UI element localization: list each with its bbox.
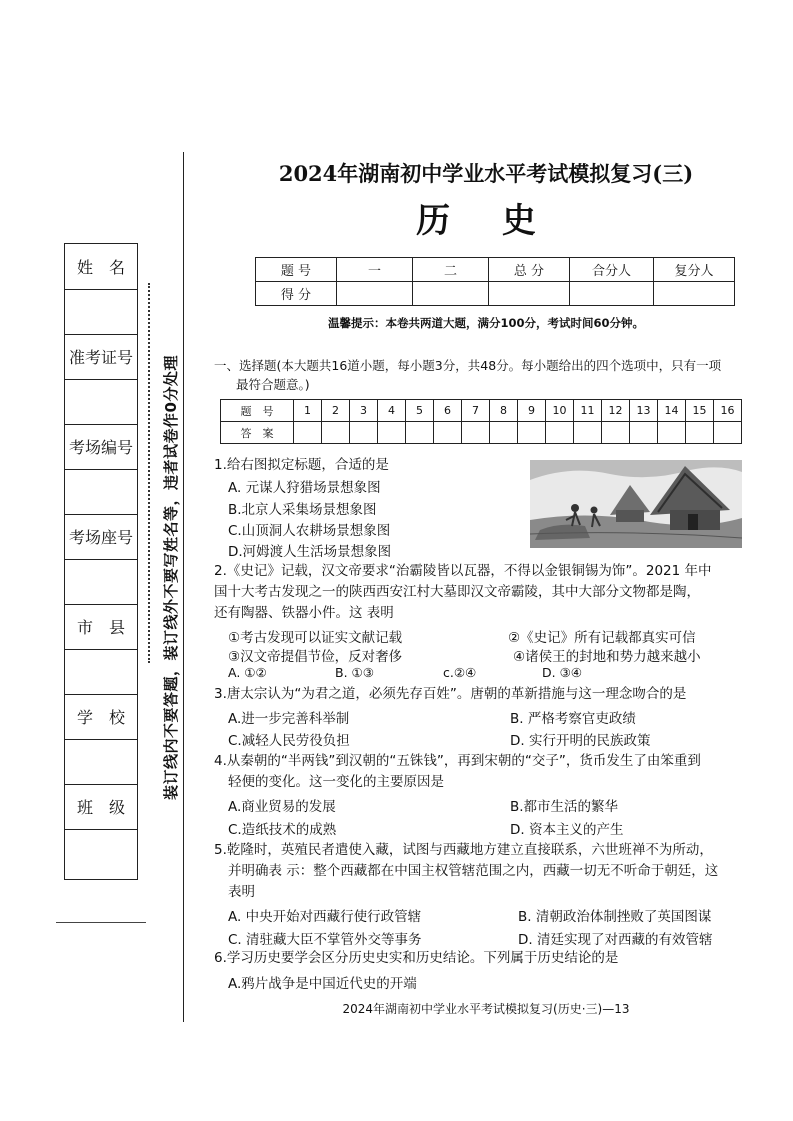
question-2-statement-1: ①考古发现可以证实文献记载 <box>228 630 403 646</box>
question-number: 10 <box>546 400 574 422</box>
question-3-option-b[interactable]: B. 严格考察官吏政绩 <box>510 711 636 727</box>
question-number: 16 <box>714 400 742 422</box>
question-1-option-c[interactable]: C.山顶洞人农耕场景想象图 <box>228 523 391 539</box>
school-field[interactable] <box>65 739 137 785</box>
question-2-option-d[interactable]: D. ③④ <box>542 665 582 680</box>
score-header-cell: 复分人 <box>654 258 735 282</box>
score-header-cell: 二 <box>413 258 489 282</box>
question-6-option-a[interactable]: A.鸦片战争是中国近代史的开端 <box>228 976 417 992</box>
question-number: 1 <box>294 400 322 422</box>
question-2-statement-3: ③汉文帝提倡节俭，反对奢侈 <box>228 649 403 665</box>
question-4-option-a[interactable]: A.商业贸易的发展 <box>228 799 336 815</box>
answer-cell[interactable] <box>406 422 434 444</box>
question-1-option-a[interactable]: A. 元谋人狩猎场景想象图 <box>228 480 381 496</box>
answer-cell[interactable] <box>686 422 714 444</box>
score-header-cell: 一 <box>337 258 413 282</box>
city-county-label: 市 县 <box>65 604 137 650</box>
seal-line-notice: 装订线内不要答题，装订线外不要写姓名等，违者试卷作0分处理 <box>162 355 180 800</box>
question-1-stem: 1.给右图拟定标题，合适的是 <box>214 457 389 473</box>
question-5-option-d[interactable]: D. 清廷实现了对西藏的有效管辖 <box>518 932 713 948</box>
page-footer: 2024年湖南初中学业水平考试模拟复习(历史·三)—13 <box>342 1002 630 1016</box>
score-cell[interactable] <box>413 282 489 306</box>
answer-table-label: 题 号 <box>221 400 294 422</box>
exam-tip: 温馨提示：本卷共两道大题，满分100分，考试时间60分钟。 <box>327 316 644 330</box>
score-table <box>255 257 735 306</box>
question-number: 7 <box>462 400 490 422</box>
city-county-field[interactable] <box>65 649 137 695</box>
answer-cell[interactable] <box>602 422 630 444</box>
question-1-option-b[interactable]: B.北京人采集场景想象图 <box>228 502 377 518</box>
answer-table-label: 答 案 <box>221 422 294 444</box>
question-number: 13 <box>630 400 658 422</box>
binding-dotted-line <box>148 283 150 663</box>
answer-cell[interactable] <box>462 422 490 444</box>
section-heading-line: 一、选择题(本大题共16道小题，每小题3分，共48分。每小题给出的四个选项中，只有一项 <box>214 358 722 373</box>
answer-cell[interactable] <box>658 422 686 444</box>
question-2-statement-4: ④诸侯王的封地和势力越来越小 <box>513 649 701 665</box>
question-number: 12 <box>602 400 630 422</box>
question-2-statement-2: ②《史记》所有记载都真实可信 <box>508 630 696 646</box>
score-cell[interactable] <box>337 282 413 306</box>
subject-title: 历 史 <box>416 201 556 241</box>
question-5-line: 5.乾隆时，英殖民者遣使入藏，试图与西藏地方建立直接联系，六世班禅不为所动， <box>214 842 713 858</box>
exam-room-label: 考场编号 <box>65 424 137 470</box>
question-3-option-a[interactable]: A.进一步完善科举制 <box>228 711 350 727</box>
question-4-line: 4.从秦朝的“半两钱”到汉朝的“五铢钱”，再到宋朝的“交子”，货币发生了由笨重到 <box>214 753 701 769</box>
question-4-option-d[interactable]: D. 资本主义的产生 <box>510 822 624 838</box>
question-4-line: 轻便的变化。这一变化的主要原因是 <box>228 774 444 790</box>
score-header-cell: 合分人 <box>570 258 654 282</box>
score-cell[interactable] <box>654 282 735 306</box>
answer-cell[interactable] <box>490 422 518 444</box>
answer-cell[interactable] <box>294 422 322 444</box>
question-1-option-d[interactable]: D.河姆渡人生活场景想象图 <box>228 544 392 560</box>
answer-cell[interactable] <box>322 422 350 444</box>
answer-cell[interactable] <box>434 422 462 444</box>
seat-number-label: 考场座号 <box>65 514 137 560</box>
question-number: 4 <box>378 400 406 422</box>
exam-title: 2024年湖南初中学业水平考试模拟复习(三) <box>278 161 694 186</box>
question-5-option-b[interactable]: B. 清朝政治体制挫败了英国图谋 <box>518 909 712 925</box>
name-label: 姓 名 <box>65 244 137 290</box>
answer-cell[interactable] <box>350 422 378 444</box>
question-2-line: 国十大考古发现之一的陕西西安江村大墓即汉文帝霸陵，其中大部分文物都是陶， <box>214 584 700 600</box>
left-short-rule <box>56 922 146 923</box>
question-2-option-a[interactable]: A. ①② <box>228 665 267 680</box>
question-number: 5 <box>406 400 434 422</box>
question-2-line: 2.《史记》记载，汉文帝要求“治霸陵皆以瓦器，不得以金银铜锡为饰”。2021 年中 <box>214 563 712 579</box>
exam-room-field[interactable] <box>65 469 137 515</box>
student-info-box <box>64 243 138 880</box>
question-number: 9 <box>518 400 546 422</box>
question-5-line: 并明确表 示：整个西藏都在中国主权管辖范围之内，西藏一切无不听命于朝廷，这 <box>228 863 719 879</box>
school-label: 学 校 <box>65 694 137 740</box>
answer-table <box>220 399 742 444</box>
question-2-option-c[interactable]: c.②④ <box>443 665 477 680</box>
binding-vertical-rule <box>183 152 184 1022</box>
question-number: 15 <box>686 400 714 422</box>
answer-cell[interactable] <box>630 422 658 444</box>
question-5-option-c[interactable]: C. 清驻藏大臣不掌管外交等事务 <box>228 932 422 948</box>
section-heading <box>214 356 764 394</box>
seat-number-field[interactable] <box>65 559 137 605</box>
question-number: 8 <box>490 400 518 422</box>
question-number: 11 <box>574 400 602 422</box>
class-label: 班 级 <box>65 784 137 830</box>
score-cell[interactable] <box>570 282 654 306</box>
name-field[interactable] <box>65 289 137 335</box>
hut-scene-illustration <box>530 460 742 548</box>
answer-cell[interactable] <box>546 422 574 444</box>
question-number: 2 <box>322 400 350 422</box>
question-2-option-b[interactable]: B. ①③ <box>335 665 374 680</box>
score-header-cell: 题 号 <box>256 258 337 282</box>
question-3-stem: 3.唐太宗认为“为君之道，必须先存百姓”。唐朝的革新措施与这一理念吻合的是 <box>214 686 687 702</box>
question-4-option-b[interactable]: B.都市生活的繁华 <box>510 799 619 815</box>
section-heading-line: 最符合题意。) <box>236 377 310 392</box>
answer-cell[interactable] <box>574 422 602 444</box>
score-cell[interactable] <box>489 282 570 306</box>
exam-number-label: 准考证号 <box>65 334 137 380</box>
question-2-line: 还有陶器、铁器小件。这 表明 <box>214 605 394 621</box>
question-number: 14 <box>658 400 686 422</box>
answer-cell[interactable] <box>378 422 406 444</box>
answer-cell[interactable] <box>518 422 546 444</box>
question-6-stem: 6.学习历史要学会区分历史史实和历史结论。下列属于历史结论的是 <box>214 950 619 966</box>
question-3-option-d[interactable]: D. 实行开明的民族政策 <box>510 733 651 749</box>
question-5-line: 表明 <box>228 884 255 900</box>
exam-number-field[interactable] <box>65 379 137 425</box>
answer-cell[interactable] <box>714 422 742 444</box>
question-number: 6 <box>434 400 462 422</box>
class-field[interactable] <box>65 829 137 874</box>
question-number: 3 <box>350 400 378 422</box>
score-header-cell: 总 分 <box>489 258 570 282</box>
question-5-option-a[interactable]: A. 中央开始对西藏行使行政管辖 <box>228 909 422 925</box>
score-row-label: 得 分 <box>256 282 337 306</box>
question-3-option-c[interactable]: C.减轻人民劳役负担 <box>228 733 350 749</box>
question-4-option-c[interactable]: C.造纸技术的成熟 <box>228 822 337 838</box>
